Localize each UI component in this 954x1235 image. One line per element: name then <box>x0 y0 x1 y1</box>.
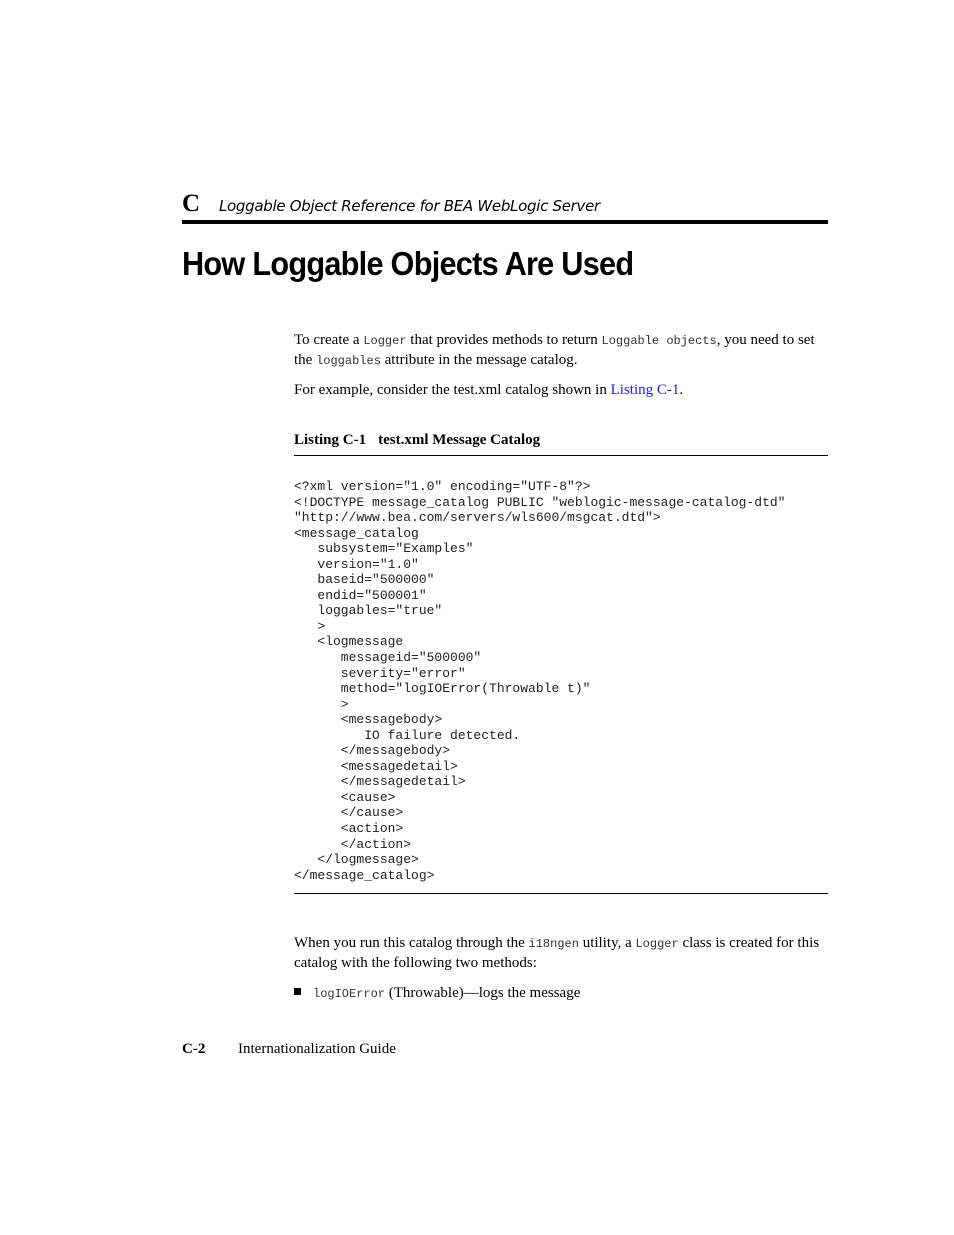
bullet-square-icon <box>294 988 301 995</box>
bullet-list-item: logIOError (Throwable)—logs the message <box>294 983 580 1004</box>
code-logioerror: logIOError <box>313 987 386 1001</box>
code-listing: <?xml version="1.0" encoding="UTF-8"?> <!DOCTYPE message_catalog PUBLIC "weblogic-message-catalog-dtd" "http://www.bea.com/servers/wls600/msgcat.dtd"> <message_catalog subsystem="Examples" version="1.0" baseid="500000" endid="500001" loggables="true" > <logmessage messageid="500000" severity="error" method="logIOError(Throwable t)" > <messagebody> IO failure detected. </messagebody> <messagedetail> </messagedetail> <cause> </cause> <action> </action> </logmessage> </message_catalog> <box>294 479 786 883</box>
code-loggables: loggables <box>316 354 381 368</box>
listing-caption <box>294 430 540 450</box>
appendix-letter: C <box>182 190 201 217</box>
running-title: Loggable Object Reference for BEA WebLogic Server <box>219 197 600 215</box>
listing-bottom-rule <box>294 893 828 894</box>
code-logger: Logger <box>363 334 407 348</box>
book-title: Internationalization Guide <box>238 1041 396 1057</box>
running-header <box>182 190 828 218</box>
code-loggable-objects: Loggable objects <box>601 334 717 348</box>
intro-paragraph-2: For example, consider the test.xml catalog shown in Listing C-1. <box>294 382 684 398</box>
listing-number: Listing C-1 <box>294 432 367 448</box>
listing-c1-link[interactable]: Listing C-1 <box>610 382 680 398</box>
code-i18ngen: i18ngen <box>528 937 579 951</box>
intro-paragraph-1: To create a Logger that provides methods to return Loggable objects, you need to set the loggables attribute in the message catalog. <box>294 332 815 368</box>
section-title: How Loggable Objects Are Used <box>182 245 634 282</box>
page-footer <box>182 1039 396 1059</box>
listing-title: test.xml Message Catalog <box>378 432 541 448</box>
page-number: C-2 <box>182 1041 206 1057</box>
after-paragraph: When you run this catalog through the i18ngen utility, a Logger class is created for this catalog with the following two methods: <box>294 935 820 971</box>
code-logger-2: Logger <box>635 937 679 951</box>
header-rule <box>182 220 828 224</box>
listing-top-rule <box>294 455 828 456</box>
